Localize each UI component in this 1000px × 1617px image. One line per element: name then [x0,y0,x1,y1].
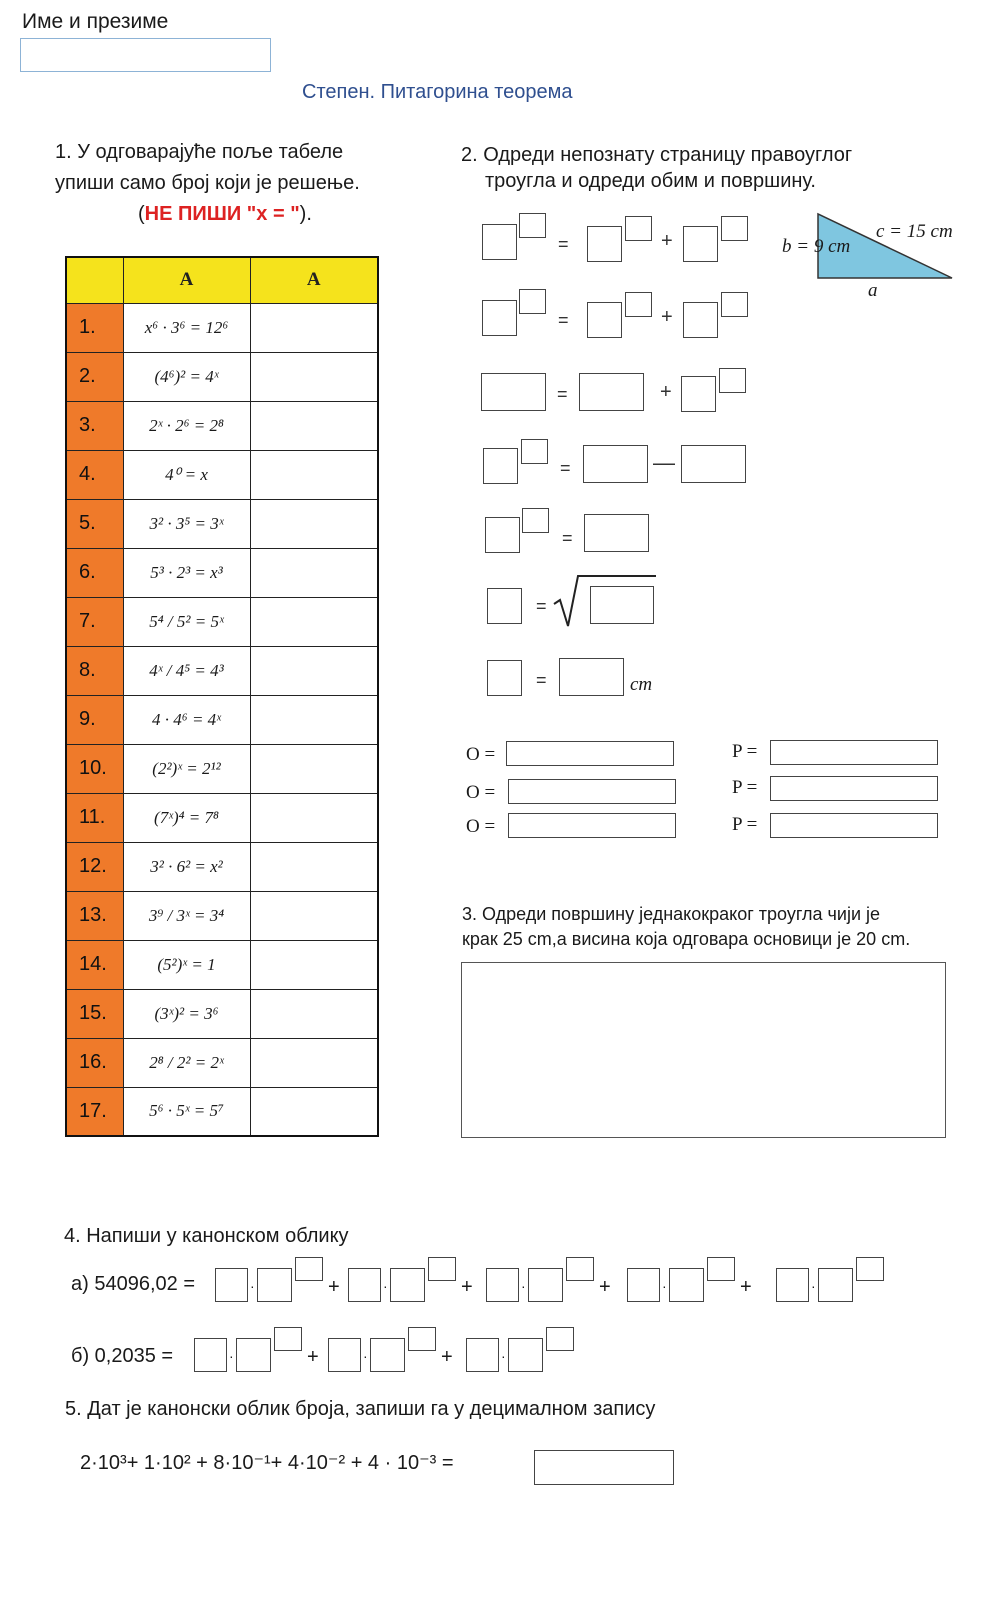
row-answer-input[interactable] [250,548,378,597]
row-answer-input[interactable] [250,303,378,352]
row-equation: 3² · 3⁵ = 3ˣ [123,499,250,548]
row-answer-input[interactable] [250,842,378,891]
pyth-r3-exp[interactable] [719,368,746,393]
table-row [66,597,378,646]
pyth-r2-base2[interactable] [587,302,622,338]
task4b-exp-1[interactable] [274,1327,302,1351]
name-input[interactable] [20,38,271,72]
note-open: ( [138,203,145,225]
table-row [66,352,378,401]
row-equation: 4⁰ = x [123,450,250,499]
table-row [66,303,378,352]
side-a-label: a [868,280,878,301]
task4a-exp-5[interactable] [856,1257,884,1281]
pyth-r6-radicand[interactable] [590,586,654,624]
row-equation: 5³ · 2³ = x³ [123,548,250,597]
equals-sign: = [562,528,573,548]
task3-instructions [462,902,910,952]
task4a-digit-5[interactable] [776,1268,809,1302]
pyth-r6-left[interactable] [487,588,522,624]
row-number: 8. [66,646,123,695]
area-input-1[interactable] [770,740,938,765]
table-row [66,499,378,548]
row-equation: (4⁶)² = 4ˣ [123,352,250,401]
name-label: Име и презиме [22,10,169,33]
header-number [66,257,123,303]
row-answer-input[interactable] [250,352,378,401]
header-answer: A [250,257,378,303]
dot-operator: · [363,1348,368,1364]
note-close: ). [299,203,312,225]
task4b-exp-2[interactable] [408,1327,436,1351]
table-row [66,842,378,891]
table-row [66,450,378,499]
table-row [66,989,378,1038]
row-equation: x⁶ · 3⁶ = 12⁶ [123,303,250,352]
table-row [66,793,378,842]
task3-line1: 3. Одреди површину једнакокраког троугла чији је [462,904,881,924]
task4a-base-3[interactable] [528,1268,563,1302]
dot-operator: · [383,1278,388,1294]
row-answer-input[interactable] [250,793,378,842]
row-answer-input[interactable] [250,450,378,499]
row-number: 15. [66,989,123,1038]
plus-sign: + [661,306,673,328]
row-equation: 3⁹ / 3ˣ = 3⁴ [123,891,250,940]
task4a-exp-1[interactable] [295,1257,323,1281]
table-row [66,1087,378,1136]
task4b-digit-2[interactable] [328,1338,361,1372]
task4a-digit-3[interactable] [486,1268,519,1302]
equals-sign: = [536,670,547,690]
row-answer-input[interactable] [250,1038,378,1087]
pyth-r1-exp1[interactable] [519,213,546,238]
exponent-table [65,256,379,1137]
row-number: 14. [66,940,123,989]
equals-sign: = [558,234,569,254]
pyth-r2-exp1[interactable] [519,289,546,314]
row-equation: (3ˣ)² = 3⁶ [123,989,250,1038]
area-label: P = [732,777,758,798]
task4b-digit-3[interactable] [466,1338,499,1372]
task1-line2: упиши само број који је решење. [55,172,360,194]
task3-line2: крак 25 cm,а висина која одговара основици је 20 cm. [462,929,911,949]
table-row [66,548,378,597]
pyth-r4-exp[interactable] [521,439,548,464]
row-number: 3. [66,401,123,450]
plus-sign: + [328,1276,340,1298]
task5-heading: 5. Дат је канонски облик броја, запиши га у децималном запису [65,1398,656,1420]
row-number: 5. [66,499,123,548]
row-answer-input[interactable] [250,940,378,989]
area-label: P = [732,741,758,762]
row-equation: 5⁴ / 5² = 5ˣ [123,597,250,646]
dot-operator: · [250,1278,255,1294]
pyth-r7-value[interactable] [559,658,624,696]
perimeter-label: O = [466,744,496,765]
task4b-digit-1[interactable] [194,1338,227,1372]
dot-operator: · [501,1348,506,1364]
table-row [66,695,378,744]
perimeter-input-1[interactable] [506,741,674,766]
plus-sign: + [740,1276,752,1298]
row-number: 12. [66,842,123,891]
page-title: Степен. Питагорина теорема [302,81,573,103]
row-number: 7. [66,597,123,646]
row-equation: (2²)ˣ = 2¹² [123,744,250,793]
row-number: 9. [66,695,123,744]
row-equation: 4 · 4⁶ = 4ˣ [123,695,250,744]
task4a-exp-3[interactable] [566,1257,594,1281]
task2-instructions [461,142,852,194]
task4a-digit-1[interactable] [215,1268,248,1302]
pyth-r5-base[interactable] [485,517,520,553]
task4a-digit-4[interactable] [627,1268,660,1302]
row-answer-input[interactable] [250,1087,378,1136]
pyth-r4-base[interactable] [483,448,518,484]
equals-sign: = [557,384,568,404]
pyth-r3-base[interactable] [681,376,716,412]
area-input-2[interactable] [770,776,938,801]
task4b-label: б) 0,2035 = [71,1345,174,1367]
pyth-r2-exp3[interactable] [721,292,748,317]
pyth-r1-exp2[interactable] [625,216,652,241]
pyth-r3-left[interactable] [481,373,546,411]
pyth-r1-base2[interactable] [587,226,622,262]
task4a-exp-4[interactable] [707,1257,735,1281]
task1-instructions [55,137,360,199]
row-answer-input[interactable] [250,597,378,646]
table-row [66,646,378,695]
task2-line2: троугла и одреди обим и површину. [485,170,816,192]
pyth-r1-base3[interactable] [683,226,718,262]
row-number: 1. [66,303,123,352]
area-label: P = [732,814,758,835]
row-answer-input[interactable] [250,499,378,548]
task4a-base-5[interactable] [818,1268,853,1302]
row-equation: 5⁶ · 5ˣ = 5⁷ [123,1087,250,1136]
row-answer-input[interactable] [250,744,378,793]
task4a-base-4[interactable] [669,1268,704,1302]
pyth-r5-right[interactable] [584,514,649,552]
row-number: 6. [66,548,123,597]
task2-line1: 2. Одреди непознату страницу правоуглог [461,144,853,166]
pyth-r3-mid[interactable] [579,373,644,411]
pyth-r5-exp[interactable] [522,508,549,533]
row-number: 11. [66,793,123,842]
task4a-label: а) 54096,02 = [71,1273,195,1295]
equals-sign: = [558,310,569,330]
row-number: 2. [66,352,123,401]
task5-answer-input[interactable] [534,1450,674,1485]
row-equation: (7ˣ)⁴ = 7⁸ [123,793,250,842]
table-row [66,940,378,989]
task3-answer-area[interactable] [461,962,946,1138]
dot-operator: · [811,1278,816,1294]
task4a-exp-2[interactable] [428,1257,456,1281]
row-number: 16. [66,1038,123,1087]
perimeter-input-2[interactable] [508,779,676,804]
task4b-base-3[interactable] [508,1338,543,1372]
row-number: 13. [66,891,123,940]
row-answer-input[interactable] [250,989,378,1038]
plus-sign: + [441,1346,453,1368]
task1-note [138,203,312,226]
equals-sign: = [536,596,547,616]
task4a-digit-2[interactable] [348,1268,381,1302]
task4b-exp-3[interactable] [546,1327,574,1351]
equals-sign: = [560,458,571,478]
note-warning: НЕ ПИШИ "x = " [144,203,300,225]
row-answer-input[interactable] [250,695,378,744]
task4-heading: 4. Напиши у канонском облику [64,1225,349,1247]
table-row [66,891,378,940]
plus-sign: + [660,381,672,403]
row-equation: (5²)ˣ = 1 [123,940,250,989]
row-number: 4. [66,450,123,499]
task1-line1: 1. У одговарајуће поље табеле [55,141,344,163]
pyth-r2-exp2[interactable] [625,292,652,317]
plus-sign: + [599,1276,611,1298]
row-equation: 2⁸ / 2² = 2ˣ [123,1038,250,1087]
plus-sign: + [307,1346,319,1368]
pyth-r7-left[interactable] [487,660,522,696]
row-number: 17. [66,1087,123,1136]
side-b-label: b = 9 cm [782,236,851,257]
dot-operator: · [229,1348,234,1364]
perimeter-label: O = [466,816,496,837]
pyth-r4-right[interactable] [681,445,746,483]
unit-cm: cm [630,674,653,695]
pyth-r2-base1[interactable] [482,300,517,336]
row-answer-input[interactable] [250,891,378,940]
dot-operator: · [521,1278,526,1294]
table-row [66,1038,378,1087]
header-equation: A [123,257,250,303]
row-equation: 3² · 6² = x² [123,842,250,891]
pyth-r1-base1[interactable] [482,224,517,260]
table-row [66,744,378,793]
perimeter-input-3[interactable] [508,813,676,838]
row-number: 10. [66,744,123,793]
row-equation: 4ˣ / 4⁵ = 4³ [123,646,250,695]
task4a-base-2[interactable] [390,1268,425,1302]
minus-sign: — [653,450,675,475]
task5-expression: 2·10³+ 1·10² + 8·10⁻¹+ 4·10⁻² + 4 · 10⁻³ = [80,1452,454,1474]
row-answer-input[interactable] [250,646,378,695]
task4b-base-2[interactable] [370,1338,405,1372]
row-answer-input[interactable] [250,401,378,450]
pyth-r1-exp3[interactable] [721,216,748,241]
row-equation: 2ˣ · 2⁶ = 2⁸ [123,401,250,450]
perimeter-label: O = [466,782,496,803]
plus-sign: + [461,1276,473,1298]
dot-operator: · [662,1278,667,1294]
table-row [66,401,378,450]
task4a-base-1[interactable] [257,1268,292,1302]
area-input-3[interactable] [770,813,938,838]
pyth-r4-mid[interactable] [583,445,648,483]
task4b-base-1[interactable] [236,1338,271,1372]
pyth-r2-base3[interactable] [683,302,718,338]
side-c-label: c = 15 cm [876,221,953,242]
plus-sign: + [661,230,673,252]
